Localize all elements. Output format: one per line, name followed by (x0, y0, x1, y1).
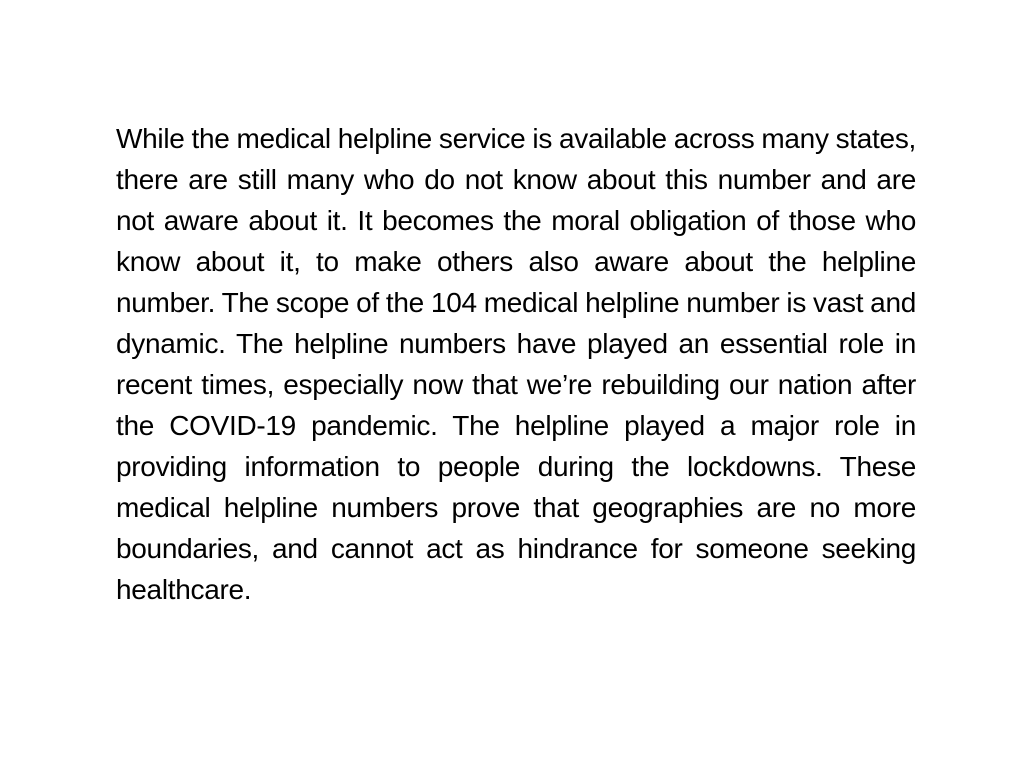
slide-body-text: While the medical helpline service is available across many states, there are still many who do not know about this number and are not aware about it. It becomes the moral obligation of those who know about it, to make others also aware about the helpline number. The scope of the 104 medical helpline number is vast and dynamic. The helpline numbers have played an essential role in recent times, especially now that we’re rebuilding our nation after the COVID-19 pandemic. The helpline played a major role in providing information to people during the lockdowns. These medical helpline numbers prove that geographies are no more boundaries, and cannot act as hindrance for someone seeking healthcare. (116, 123, 916, 605)
